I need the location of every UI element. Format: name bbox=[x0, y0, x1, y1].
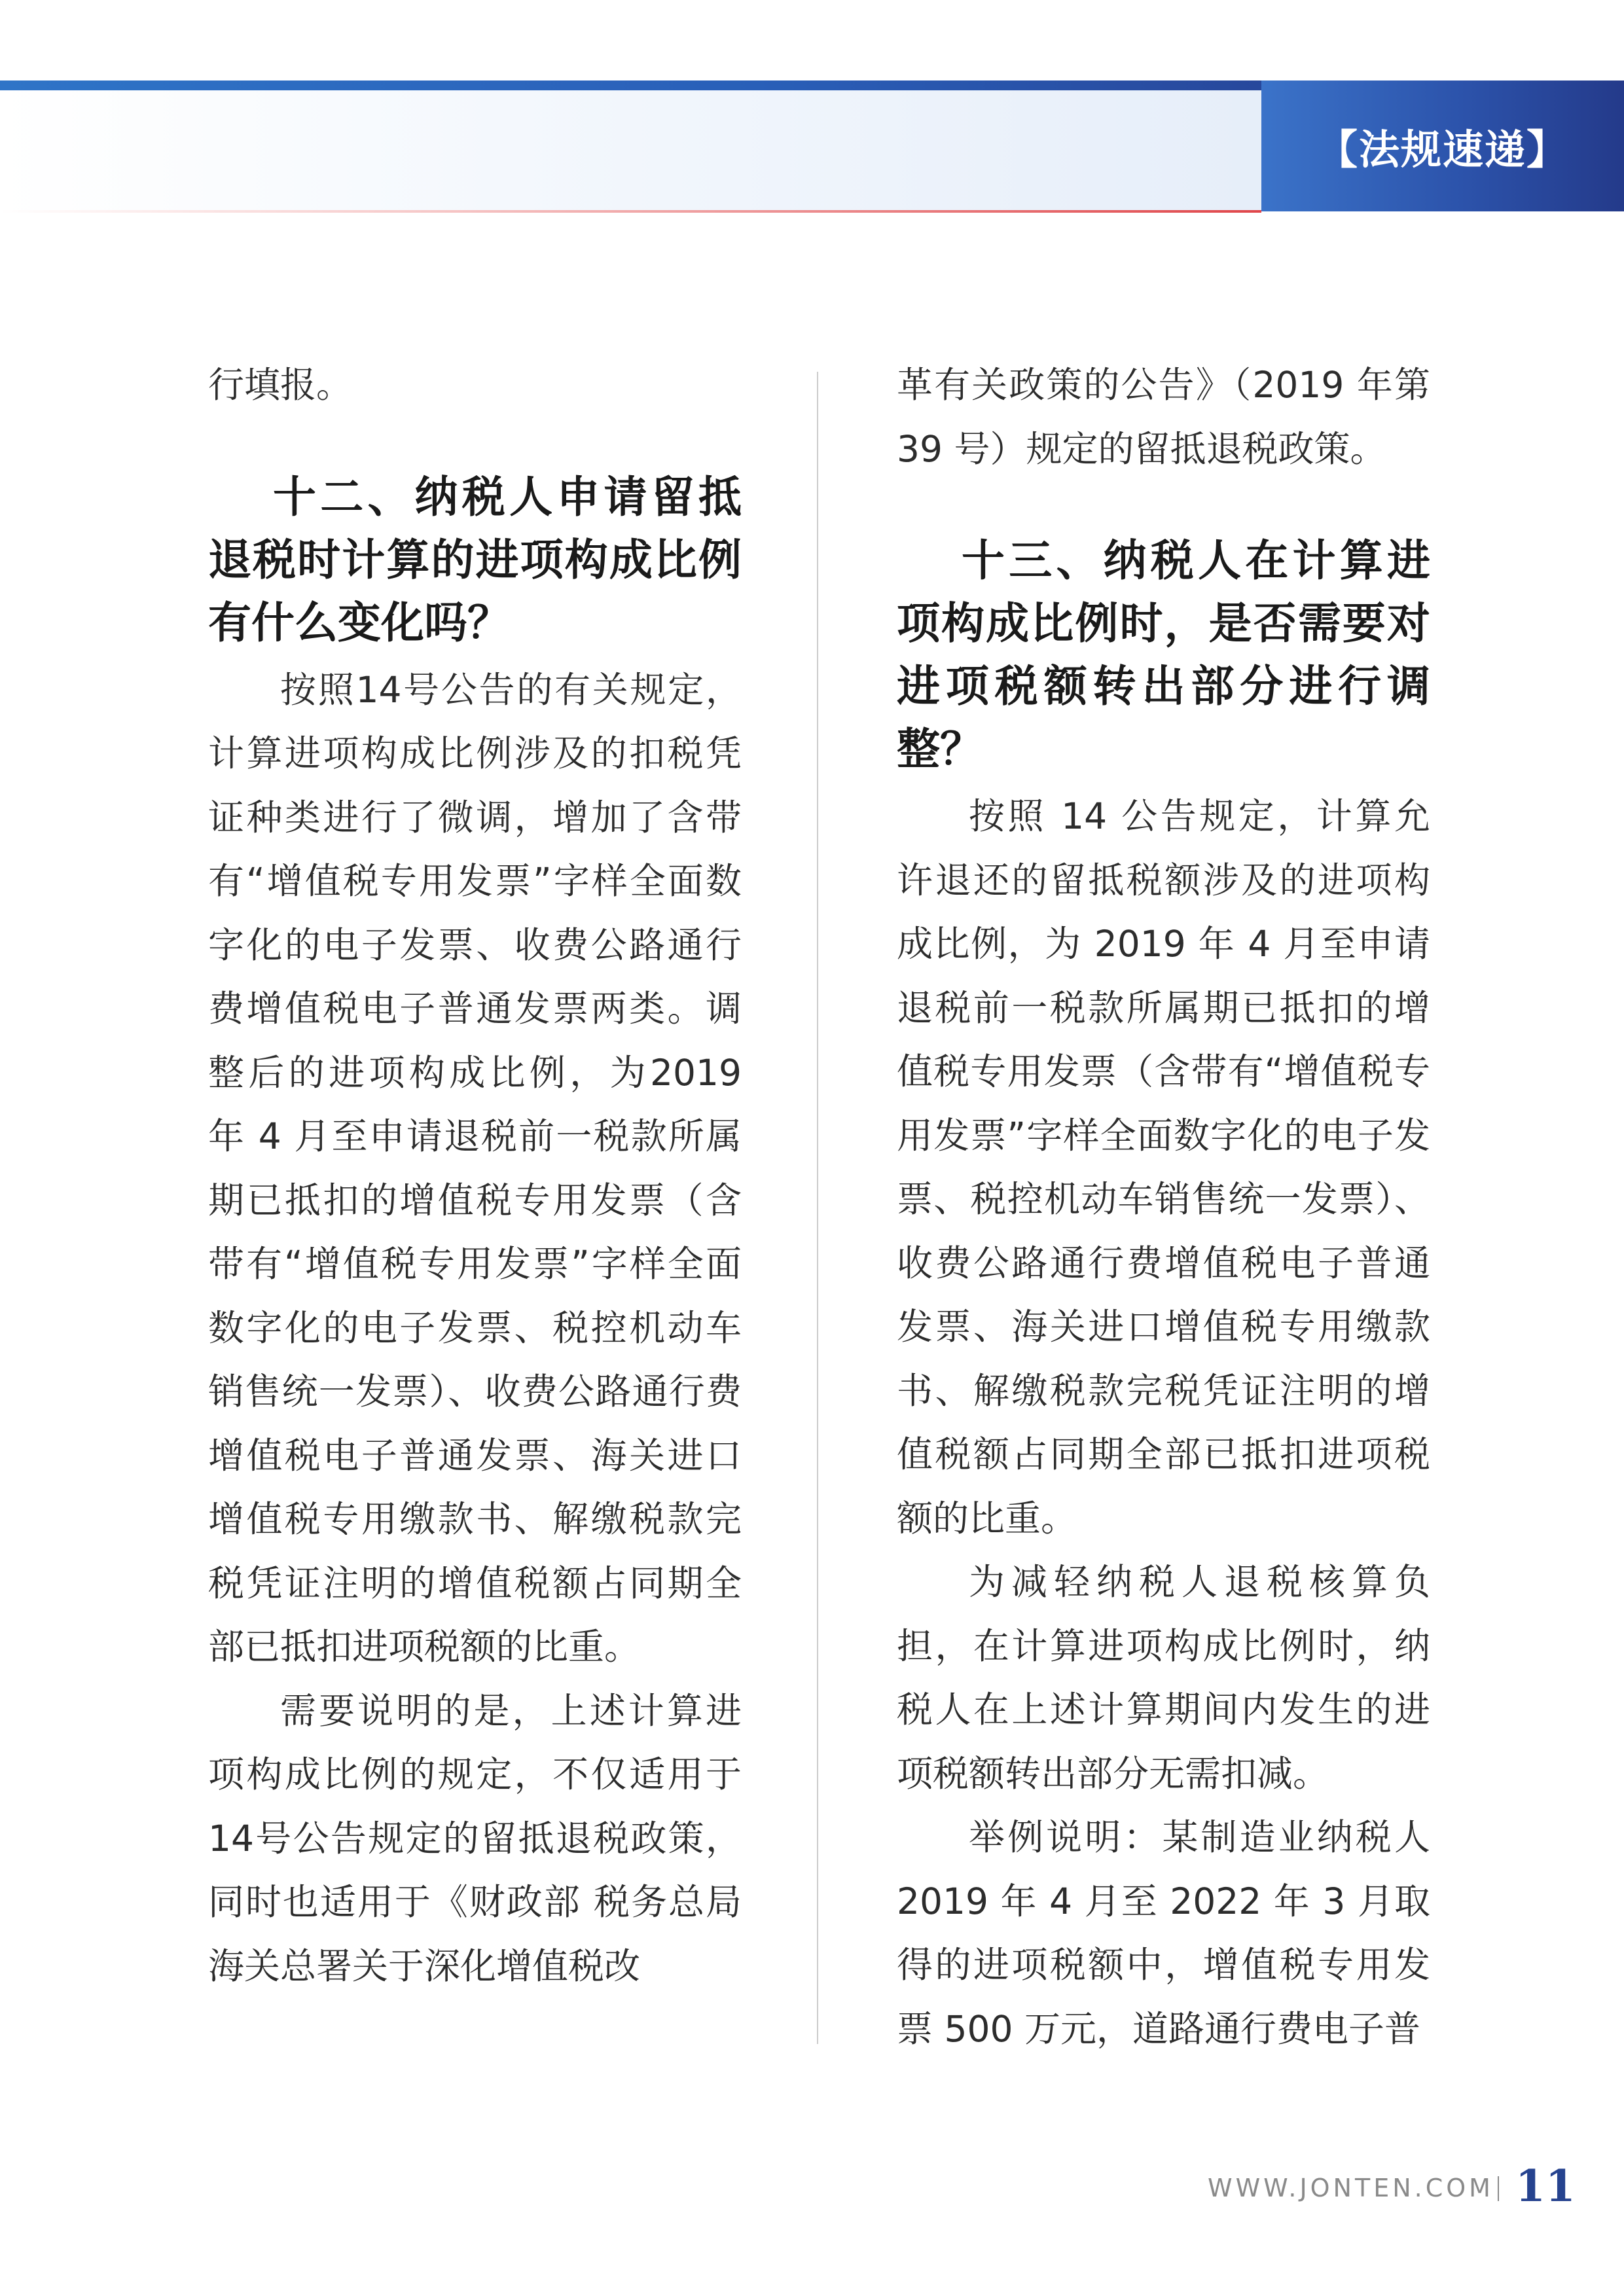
right-paragraph-3: 举例说明：某制造业纳税人 2019 年 4 月至 2022 年 3 月取得的进项税额中，增值税专用发票 500 万元，道路通行费电子普 bbox=[897, 1816, 1430, 2050]
left-paragraph-1: 按照14号公告的有关规定，计算进项构成比例涉及的扣税凭证种类进行了微调，增加了含带有“增值税专用发票”字样全面数字化的电子发票、收费公路通行费增值税电子普通发票两类。调整后的进项构成比例，为2019 年 4 月至申请退税前一税款所属期已抵扣的增值税专用发票（含带有“增值税专用发票”字样全面数字化的电子发票、税控机动车销售统一发票）、收费公路通行费增值税电子普通发票、海关进口增值税专用缴款书、解缴税款完税凭证注明的增值税额占同期全部已抵扣进项税额的比重。 bbox=[208, 668, 742, 1668]
heading-section-13: 十三、纳税人在计算进项构成比例时，是否需要对进项税额转出部分进行调整？ bbox=[897, 535, 1430, 774]
footer-separator bbox=[1498, 2176, 1499, 2201]
right-paragraph-2: 为减轻纳税人退税核算负担，在计算进项构成比例时，纳税人在上述计算期间内发生的进项税额转出部分无需扣减。 bbox=[897, 1561, 1430, 1795]
left-column bbox=[208, 353, 742, 1998]
header-bottom-rule bbox=[0, 210, 1261, 213]
right-column bbox=[897, 353, 1430, 2061]
footer-url: WWW.JONTEN.COM bbox=[1208, 2174, 1494, 2202]
section-tag: 【法规速递】 bbox=[1261, 81, 1624, 211]
column-divider bbox=[817, 372, 818, 2044]
heading-section-12: 十二、纳税人申请留抵退税时计算的进项构成比例有什么变化吗？ bbox=[208, 471, 742, 648]
header-top-rule bbox=[0, 81, 1261, 90]
right-paragraph-1: 按照 14 公告规定，计算允许退还的留抵税额涉及的进项构成比例，为 2019 年 4 月至申请退税前一税款所属期已抵扣的增值税专用发票（含带有“增值税专用发票”字样全面数字化的电子发票、税控机动车销售统一发票）、收费公路通行费增值税电子普通发票、海关进口增值税专用缴款书、解缴税款完税凭证注明的增值税额占同期全部已抵扣进项税额的比重。 bbox=[897, 795, 1430, 1539]
right-continued-paragraph: 革有关政策的公告》（2019 年第 39 号）规定的留抵退税政策。 bbox=[897, 364, 1430, 470]
left-continued-paragraph: 行填报。 bbox=[208, 364, 353, 406]
header-band bbox=[0, 90, 1261, 211]
left-paragraph-2: 需要说明的是，上述计算进项构成比例的规定，不仅适用于14号公告规定的留抵退税政策，同时也适用于《财政部 税务总局 海关总署关于深化增值税改 bbox=[208, 1689, 742, 1987]
page-number: 11 bbox=[1515, 2161, 1576, 2212]
